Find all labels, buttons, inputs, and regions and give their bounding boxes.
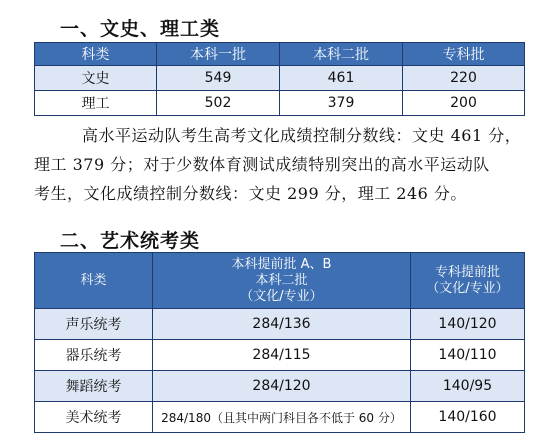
paragraph-line: 考生，文化成绩控制分数线：文史 299 分，理工 246 分。 [34,184,467,203]
score-cell: 284/136 [153,309,411,340]
table-row [35,91,525,116]
score-cell: 140/120 [411,309,525,340]
paragraph-line: 高水平运动队考生高考文化成绩控制分数线：文史 461 分， [82,126,522,145]
table-row [35,371,525,402]
header-subject: 科类 [35,43,157,66]
score-cell: 284/180（且其中两门科目各不低于 60 分） [153,402,411,433]
score-cell: 549 [157,66,280,91]
table-row [35,402,525,433]
table-row [35,66,525,91]
header-junior: 专科批 [403,43,525,66]
score-cell: 284/115 [153,340,411,371]
row-subject: 舞蹈统考 [35,371,153,402]
score-cell: 461 [280,66,403,91]
score-cell: 220 [403,66,525,91]
header-undergrad-early: 本科提前批 A、B 本科二批 （文化/专业） [153,253,411,309]
row-subject: 文史 [35,66,157,91]
score-cell: 140/95 [411,371,525,402]
athlete-score-paragraph [34,121,529,208]
score-table-art-exam [34,252,525,433]
table-row [35,340,525,371]
section-title-arts-science: 一、文史、理工类 [60,18,221,40]
header-tier1: 本科一批 [157,43,280,66]
row-subject: 美术统考 [35,402,153,433]
header-tier2: 本科二批 [280,43,403,66]
paragraph-line: 理工 379 分；对于少数体育测试成绩特别突出的高水平运动队 [34,155,490,174]
table-header-row [35,253,525,309]
score-cell: 200 [403,91,525,116]
section-title-art-exam: 二、艺术统考类 [60,230,201,252]
header-junior-early: 专科提前批 （文化/专业） [411,253,525,309]
row-subject: 理工 [35,91,157,116]
score-table-arts-science [34,42,525,116]
score-cell: 502 [157,91,280,116]
header-subject: 科类 [35,253,153,309]
table-header-row [35,43,525,66]
score-cell: 140/110 [411,340,525,371]
row-subject: 器乐统考 [35,340,153,371]
score-cell: 379 [280,91,403,116]
score-cell: 140/160 [411,402,525,433]
row-subject: 声乐统考 [35,309,153,340]
score-cell: 284/120 [153,371,411,402]
table-row [35,309,525,340]
